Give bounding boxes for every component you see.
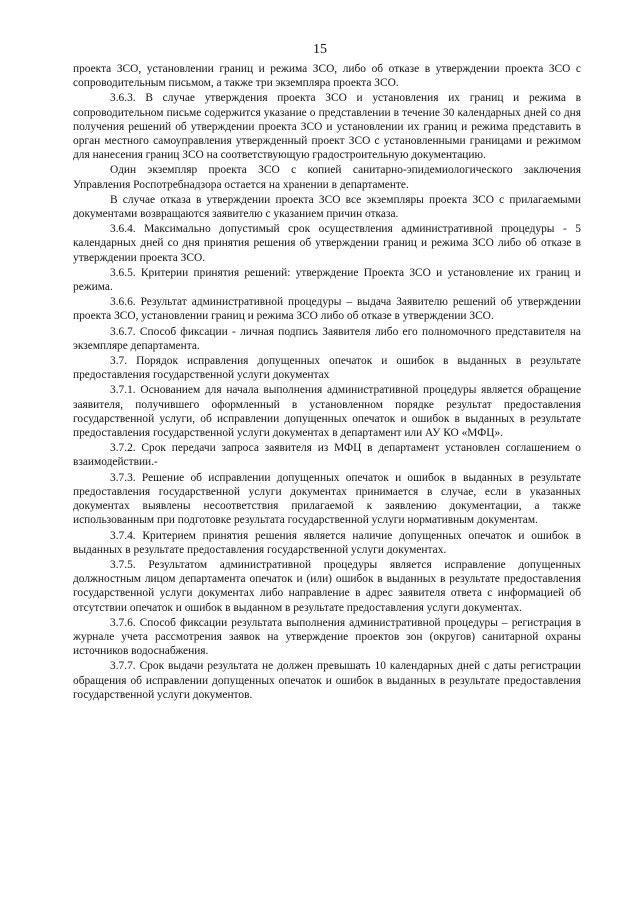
paragraph-copy-storage: Один экземпляр проекта ЗСО с копией санитарно-эпидемиологического заключения Управления Роспотребнадзора остается на хранении в департаменте. <box>73 164 581 191</box>
paragraph-3-6-4: 3.6.4. Максимально допустимый срок осуществления административной процедуры - 5 календарных дней со дня принятия решения об утверждении границ и режима ЗСО либо об отказе в утверждении проекта ЗСО. <box>73 223 581 264</box>
paragraph-refusal-return: В случае отказа в утверждении проекта ЗСО все экземпляры проекта ЗСО с прилагаемыми документами возвращаются заявителю с указанием причин отказа. <box>73 193 581 221</box>
paragraph-3-7-4: 3.7.4. Критерием принятия решения является наличие допущенных опечаток и ошибок в выданных в результате предоставления государственной услуги документах. <box>73 529 581 556</box>
paragraph-3-7-5: 3.7.5. Результатом административной процедуры является исправление допущенных должностным лицом департамента опечаток и (или) ошибок в выданных в результате предоставления государственной услуги документах либо направление в адрес заявителя ответа с информацией об отсутствии опечаток и ошибок в выданном в результате предоставления услуги документах. <box>73 558 581 614</box>
paragraph-3-7-6: 3.7.6. Способ фиксации результата выполнения административной процедуры – регистрация в журнале учета рассмотрения заявок на утверждение проектов зон (округов) санитарной охраны источников водоснабжения. <box>73 616 581 658</box>
paragraph-3-7-2: 3.7.2. Срок передачи запроса заявителя из МФЦ в департамент установлен соглашением о взаимодействии.- <box>73 442 581 469</box>
paragraph-3-6-3: 3.6.3. В случае утверждения проекта ЗСО и установления их границ и режима в сопроводительном письме содержится указание о представлении в течение 30 календарных дней со дня получения решений об утверждении проекта ЗСО и установлении их границ и режима представить в орган местного самоуправления утвержденный проект ЗСО с установленными границами и режимом для нанесения границ ЗСО на соответствующую градостроительную документацию. <box>73 92 581 162</box>
document-body <box>73 62 581 702</box>
paragraph-3-6-6: 3.6.6. Результат административной процедуры – выдача Заявителю решений об утверждении проекта ЗСО, установлении границ и режима ЗСО либо об отказе в утверждении ЗСО. <box>73 296 581 323</box>
paragraph-continuation: проекта ЗСО, установлении границ и режима ЗСО, либо об отказе в утверждении проекта ЗСО с сопроводительным письмом, а также три экземпляра проекта ЗСО. <box>73 63 581 90</box>
page-number: 15 <box>313 42 327 57</box>
paragraph-3-7-1: 3.7.1. Основанием для начала выполнения административной процедуры является обращение заявителя, получившего оформленный в установленном порядке результат предоставления государственной услуги, об исправлении допущенных опечаток и ошибок в выданных в результате предоставления государственной услуги документах в департамент или АУ КО «МФЦ». <box>73 384 581 440</box>
paragraph-3-6-7: 3.6.7. Способ фиксации - личная подпись Заявителя либо его полномочного представителя на экземпляре департамента. <box>73 325 581 352</box>
paragraph-3-7-3: 3.7.3. Решение об исправлении допущенных опечаток и ошибок в выданных в результате предоставления государственной услуги документах принимается в случае, если в указанных документах выявлены несоответствия прилагаемой к заявлению документации, а также использованным при подготовке результата государственной услуги нормативным документам. <box>73 471 581 527</box>
section-heading-3-7: 3.7. Порядок исправления допущенных опечаток и ошибок в выданных в результате предоставления государственной услуги документах <box>73 355 581 382</box>
paragraph-3-6-5: 3.6.5. Критерии принятия решений: утверждение Проекта ЗСО и установление их границ и режима. <box>73 266 581 294</box>
paragraph-3-7-7: 3.7.7. Срок выдачи результата не должен превышать 10 календарных дней с даты регистрации обращения об исправлении допущенных опечаток и ошибок в выданных в результате предоставления государственной услуги документов. <box>73 660 581 701</box>
